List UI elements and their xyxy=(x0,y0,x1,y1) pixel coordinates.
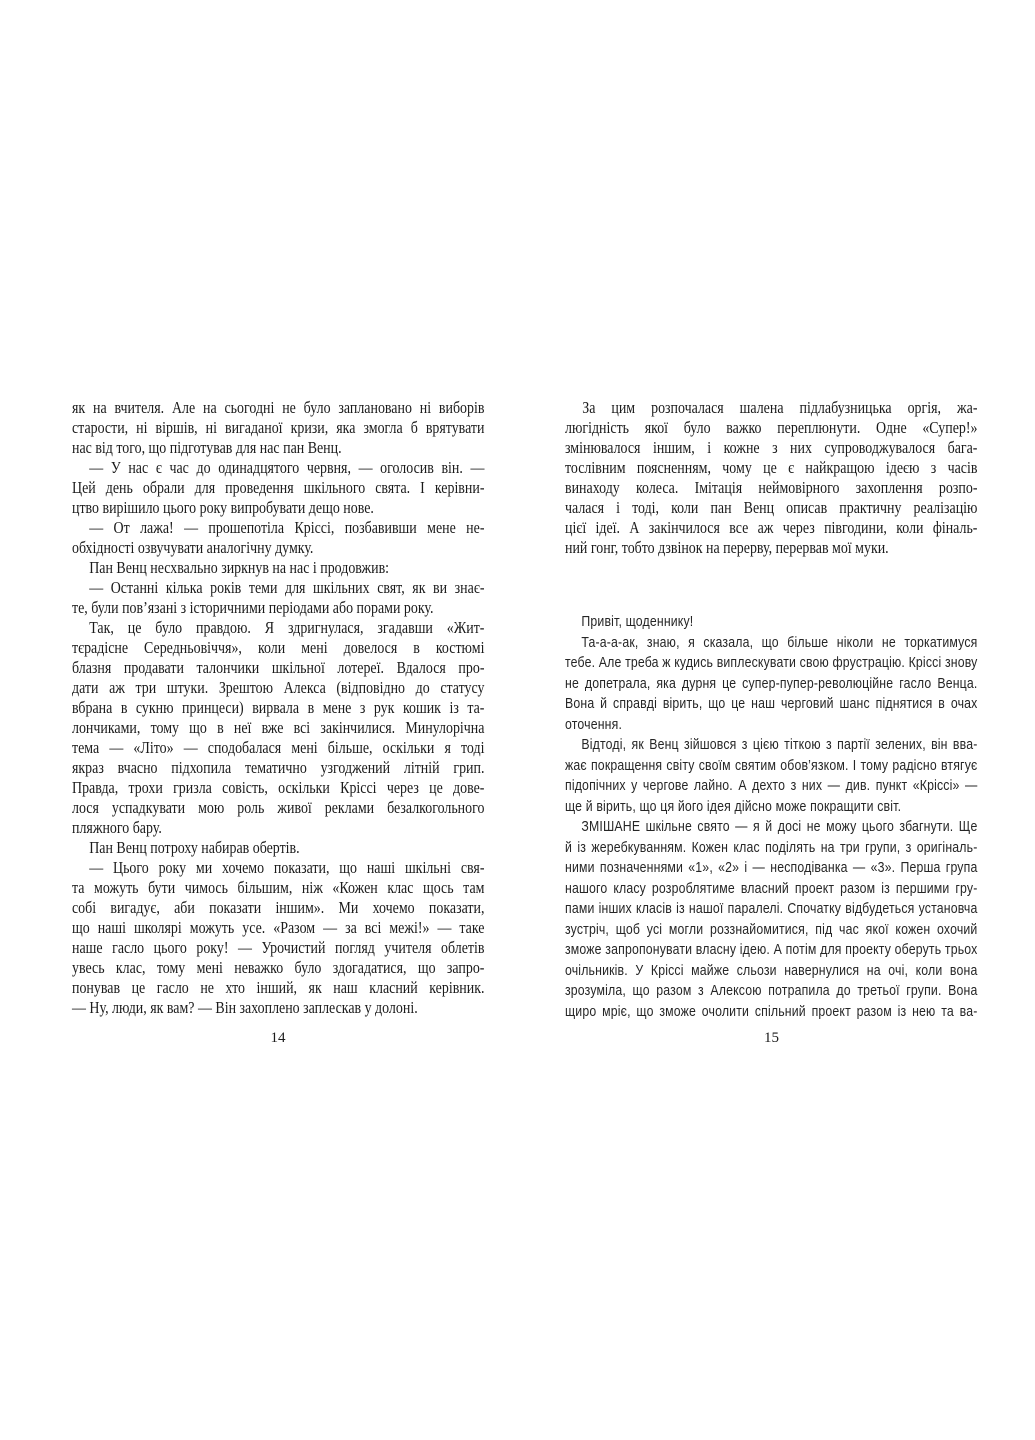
text-line: тема — «Літо» — сподобалася мені більше, оскільки я тоді xyxy=(72,738,485,757)
text-line: Пан Венц потроху набирав обертів. xyxy=(89,838,300,857)
text-line: тебе. Але треба ж кудись виплескувати свою фрустрацію. Кріссі знову xyxy=(565,654,978,671)
text-line: Пан Венц несхвально зиркнув на нас і продовжив: xyxy=(89,558,390,577)
text-line: обхідності озвучувати аналогічну думку. xyxy=(72,538,314,557)
text-line: нашого класу розроблятиме власний проект разом із першими гру- xyxy=(565,879,978,897)
text-line: винаходу колеса. Імітація неймовірного захоплення розпо- xyxy=(565,478,978,497)
text-line: жає покращення світу своїм святим обов’язком. І тому радісно втягує xyxy=(565,756,978,774)
text-line: що наші школярі можуть усе. «Разом — за всі межі!» — таке xyxy=(72,918,485,937)
text-line: пляжного бару. xyxy=(72,818,162,837)
text-line: зможе запропонувати власну ідею. А потім для проекту оберуть трьох xyxy=(565,941,978,958)
paragraph xyxy=(72,858,484,1018)
text-line: лончиками, тому що в неї вже всі закінчилися. Минулорічна xyxy=(72,718,485,737)
text-line: нас від того, що підготував для нас пан Венц. xyxy=(72,438,342,457)
text-line: наше гасло цього року! — Урочистий погляд учителя облетів xyxy=(72,938,485,957)
text-line: За цим розпочалася шалена підлабузницька оргія, жа- xyxy=(582,398,978,417)
text-line: тослівним поясненням, чому це є найкращою ідеєю з часів xyxy=(565,458,978,477)
text-line: ними позначеннями «1», «2» і — несподіванка — «3». Перша група xyxy=(565,859,978,876)
text-line: підопічних у чергове лайно. А дехто з них — див. пункт «Кріссі» — xyxy=(565,777,978,794)
text-line: Так, це було правдою. Я здригнулася, згадавши «Жит- xyxy=(89,618,485,637)
text-line: Вона й справді вірить, що це наш черговий шанс піднятися в очах xyxy=(565,695,978,712)
paragraph xyxy=(72,518,484,558)
text-line: ще й вірить, що ця його ідея дійсно може покращити світ. xyxy=(565,797,902,815)
text-line: змінювалося іншим, і кожне з них супроводжувалося бага- xyxy=(565,438,978,457)
text-line: тєрадісне Середньовіччя», коли мені довелося в костюмі xyxy=(72,638,485,657)
text-line: Та-а-а-ак, знаю, я сказала, що більше ніколи не торкатимуся xyxy=(581,633,978,651)
text-line: лося успадкувати мою роль живої реклами безалкогольного xyxy=(72,798,485,817)
text-line: собі вигадує, аби показати іншим». Ми хочемо показати, xyxy=(72,898,485,917)
text-line: блазня продавати талончики шкільної лотереї. Вдалося про- xyxy=(72,658,485,677)
text-line: Відтоді, як Венц зійшовся з цією тіткою з партії зелених, він вва- xyxy=(581,736,978,753)
text-line: ний гонг, тобто дзвінок на перерву, перервав мої муки. xyxy=(565,538,889,557)
page-number-right: 15 xyxy=(764,1030,779,1046)
paragraph xyxy=(72,458,484,518)
text-line: цієї ідеї. А закінчилося все аж через півгодини, коли фіналь- xyxy=(565,518,978,537)
text-line: люгідність якої було важко переплюнути. Одне «Супер!» xyxy=(565,418,978,437)
text-line: чалася і тоді, коли пан Венц описав практичну реалізацію xyxy=(565,498,978,517)
text-line: щиро мріє, що зможе очолити спільний проект разом із нею та ва- xyxy=(565,1002,978,1020)
text-line: увесь клас, тому мені неважко було здогадатися, що запро- xyxy=(72,958,485,977)
paragraph xyxy=(72,558,484,578)
text-line: — Останні кілька років теми для шкільних свят, як ви знає- xyxy=(89,578,485,597)
paragraph xyxy=(72,618,484,838)
paragraph xyxy=(565,735,978,817)
text-line: якраз вчасно підхопила тематично узгоджений літній грип. xyxy=(72,758,485,777)
text-line: — Цього року ми хочемо показати, що наші шкільні свя- xyxy=(89,858,485,877)
text-line: та можуть бути чимось більшим, ніж «Кожен клас щось там xyxy=(72,878,485,897)
paragraph xyxy=(565,633,978,736)
text-line: Привіт, щоденнику! xyxy=(581,613,694,630)
text-line: пами інших класів із нашої паралелі. Спочатку відбудеться установча xyxy=(565,900,978,917)
page-right-serif-section xyxy=(565,398,978,558)
paragraph xyxy=(72,578,484,618)
text-line: старости, ні віршів, ні вигаданої кризи, яка змогла б врятувати xyxy=(72,418,485,437)
paragraph xyxy=(565,612,978,633)
text-line: цтво вирішило цього року випробувати дещо нове. xyxy=(72,498,374,517)
text-line: зустріч, щоб усі могли роззнайомитися, під час якої кожен охочий xyxy=(565,920,978,938)
text-line: дати аж три штуки. Зрештою Алекса (відповідно до статусу xyxy=(72,678,485,697)
text-line: оточення. xyxy=(565,715,623,733)
text-line: Цей день обрали для проведення шкільного свята. І керівни- xyxy=(72,478,485,497)
text-line: Правда, трохи гризла совість, оскільки Кріссі через це дове- xyxy=(72,778,485,797)
text-line: понував це гасло не хто інший, як наш класний керівник. xyxy=(72,978,485,997)
text-line: — У нас є час до одинадцятого червня, — оголосив він. — xyxy=(89,458,485,477)
book-page-left-text xyxy=(72,398,484,1018)
paragraph xyxy=(565,817,978,1022)
book-page-right-text xyxy=(565,398,978,1022)
text-line: — От лажа! — прошепотіла Кріссі, позбавивши мене не- xyxy=(89,518,485,537)
text-line: вбрана в сукню принцеси) вирвала в мене з рук кошик із та- xyxy=(72,698,485,717)
text-line: очільників. У Кріссі майже сльози навернулися на очі, коли вона xyxy=(565,961,978,979)
text-line: як на вчителя. Але на сьогодні не було заплановано ні виборів xyxy=(72,398,485,417)
text-line: не допетрала, яка дурня це супер-пупер-революційне гасло Венца. xyxy=(565,674,978,692)
diary-entry-section xyxy=(565,612,978,1022)
page-number-left: 14 xyxy=(270,1030,286,1046)
paragraph xyxy=(565,398,978,558)
text-line: й із жеребкуванням. Кожен клас поділять на три групи, з оригіналь- xyxy=(565,838,978,856)
text-line: зрозуміла, що разом з Алексою потрапила до третьої групи. Вона xyxy=(565,982,978,999)
text-line: — Ну, люди, як вам? — Він захоплено заплескав у долоні. xyxy=(72,998,418,1017)
paragraph xyxy=(72,838,484,858)
text-line: те, були пов’язані з історичними періодами або порами року. xyxy=(72,598,434,617)
text-line: ЗМІШАНЕ шкільне свято — я й досі не можу цього збагнути. Ще xyxy=(581,818,978,835)
paragraph xyxy=(72,398,484,458)
